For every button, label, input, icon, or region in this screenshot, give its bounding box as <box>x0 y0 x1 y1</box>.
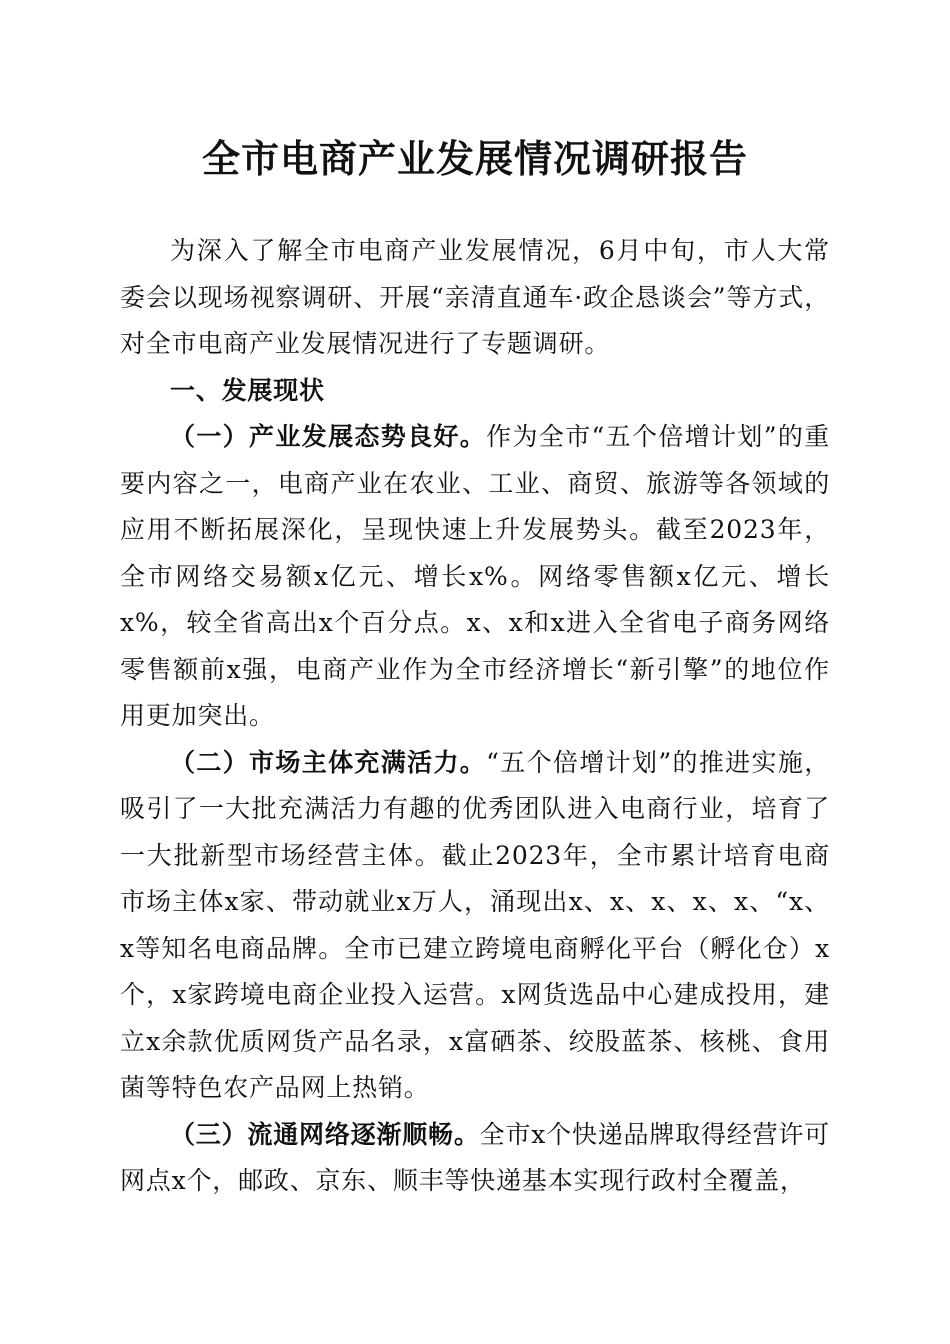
section-heading: 一、发展现状 <box>170 375 325 405</box>
paragraph-3-text: 全市x个快递品牌取得经营许可网点x个，邮政、京东、顺丰等快递基本实现行政村全覆盖， <box>120 1119 830 1195</box>
paragraph-3 <box>120 1112 830 1205</box>
paragraph-3-lead: （三）流通网络逐渐顺畅。 <box>170 1119 480 1149</box>
paragraph-2-lead: （二）市场主体充满活力。 <box>170 747 487 777</box>
paragraph-1-lead: （一）产业发展态势良好。 <box>170 422 487 451</box>
paragraph-1-text: 作为全市“五个倍增计划”的重要内容之一，电商产业在农业、工业、商贸、旅游等各领域的应用不断拓展深化，呈现快速上升发展势头。截至2023年，全市网络交易额x亿元、增长x%。网络零售额x亿元、增长x%，较全省高出x个百分点。x、x和x进入全省电子商务网络零售额前x强，电商产业作为全市经济增长“新引擎”的地位作用更加突出。 <box>120 422 831 730</box>
paragraph-2-text: “五个倍增计划”的推进实施，吸引了一大批充满活力有趣的优秀团队进入电商行业，培育了一大批新型市场经营主体。截止2023年，全市累计培育电商市场主体x家、带动就业x万人，涌现出x、x、x、x、x、“x、x等知名电商品牌。全市已建立跨境电商孵化平台（孵化仓）x个，x家跨境电商企业投入运营。x网货选品中心建成投用，建立x余款优质网货产品名录，x富硒茶、绞股蓝茶、核桃、食用菌等特色农产品网上热销。 <box>120 747 831 1102</box>
paragraph-1 <box>120 414 830 740</box>
document-body <box>120 228 830 1205</box>
document-title: 全市电商产业发展情况调研报告 <box>201 136 748 181</box>
intro-paragraph: 为深入了解全市电商产业发展情况，6月中旬，市人大常委会以现场视察调研、开展“亲清直通车·政企恳谈会”等方式，对全市电商产业发展情况进行了专题调研。 <box>120 236 830 358</box>
paragraph-2 <box>120 740 830 1112</box>
